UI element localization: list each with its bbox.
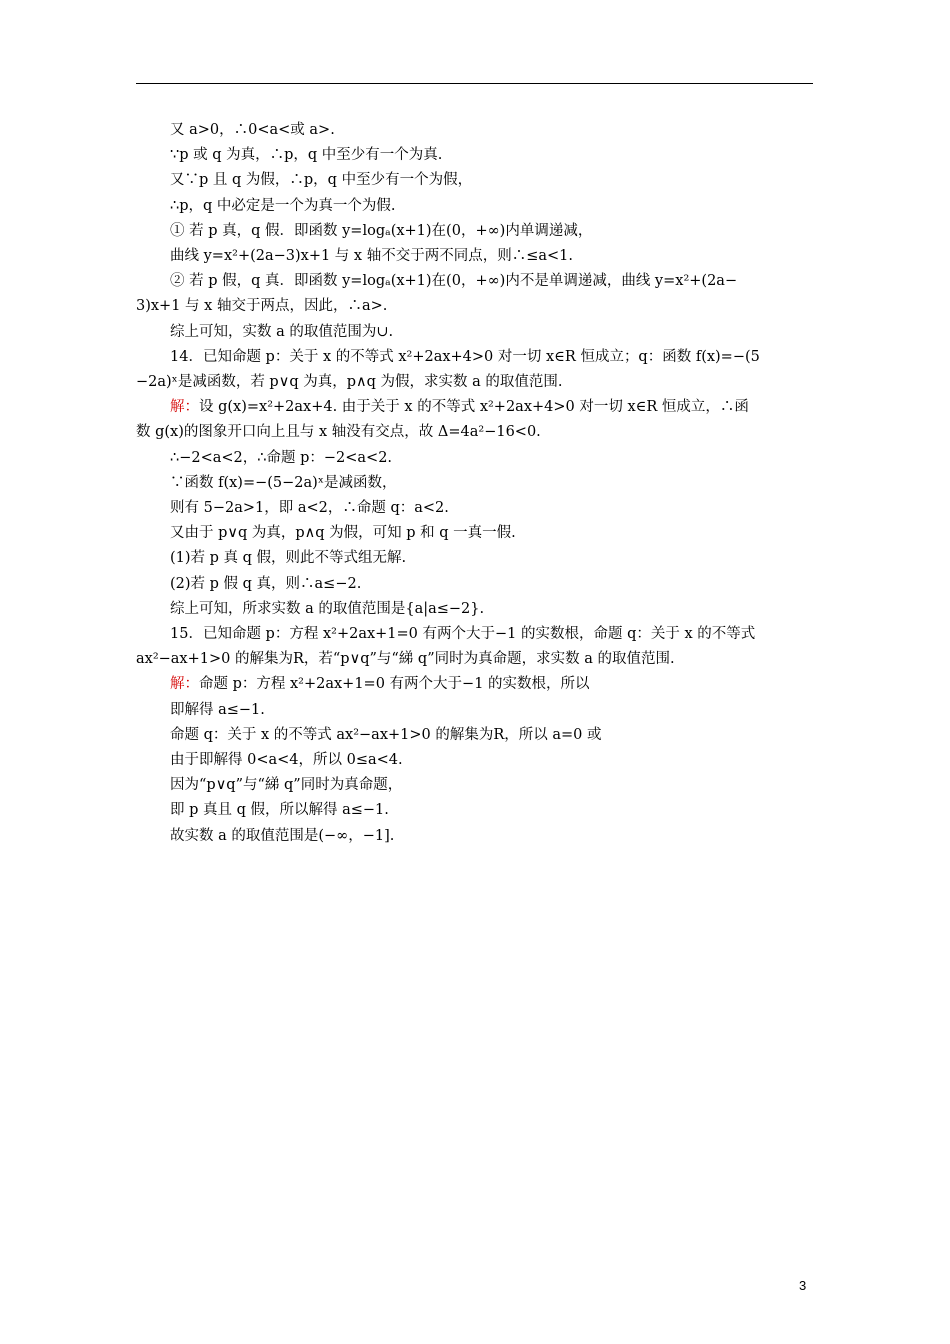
page-number: 3 <box>799 1278 807 1293</box>
text-line: 因为“p∨q”与“綈 q”同时为真命题， <box>170 777 403 794</box>
problem-15-line: ax²−ax+1>0 的解集为R，若“p∨q”与“綈 q”同时为真命题，求实数 a 的取值范围. <box>136 651 675 668</box>
text-line: 则有 5−2a>1，即 a<2，∴命题 q：a<2. <box>170 500 449 517</box>
text-line: ∴−2<a<2，∴命题 p：−2<a<2. <box>170 449 393 466</box>
text-line: 又 a>0，∴0<a<或 a>. <box>170 122 335 138</box>
text-line: 数 g(x)的图象开口向上且与 x 轴没有交点，故 Δ=4a²−16<0. <box>136 424 541 441</box>
text-line: 故实数 a 的取值范围是(−∞，−1]. <box>170 827 395 844</box>
text-line: 3)x+1 与 x 轴交于两点，因此，∴a>. <box>136 298 388 315</box>
text-line: 综上可知，所求实数 a 的取值范围是{a|a≤−2}. <box>170 600 485 617</box>
text-line: 即解得 a≤−1. <box>170 701 265 718</box>
problem-15-line: 15．已知命题 p：方程 x²+2ax+1=0 有两个大于−1 的实数根，命题 q：关于 x 的不等式 <box>170 626 756 643</box>
solution-label: 解： <box>170 676 199 693</box>
solution-line <box>136 672 813 697</box>
problem-14-line: 14．已知命题 p：关于 x 的不等式 x²+2ax+4>0 对一切 x∈R 恒成立；q：函数 f(x)=−(5 <box>170 348 760 365</box>
text-line: 由于即解得 0<a<4，所以 0≤a<4. <box>170 752 403 769</box>
text-line: 曲线 y=x²+(2a−3)x+1 与 x 轴不交于两不同点，则∴≤a<1. <box>170 248 573 265</box>
text-line: 命题 p：方程 x²+2ax+1=0 有两个大于−1 的实数根，所以 <box>199 676 590 693</box>
text-line: 综上可知，实数 a 的取值范围为∪. <box>170 323 394 340</box>
text-line: ∵p 或 q 为真，∴p，q 中至少有一个为真. <box>170 147 443 164</box>
solution-label: 解： <box>170 399 199 416</box>
solution-line <box>136 395 813 420</box>
text-line: 又由于 p∨q 为真，p∧q 为假，可知 p 和 q 一真一假. <box>170 525 516 542</box>
text-line: ∴p，q 中必定是一个为真一个为假. <box>170 197 396 214</box>
header-rule <box>136 83 813 84</box>
text-line: ∵函数 f(x)=−(5−2a)ˣ是减函数， <box>170 474 397 491</box>
text-line: 即 p 真且 q 假，所以解得 a≤−1. <box>170 802 389 819</box>
text-line: ① 若 p 真，q 假．即函数 y=logₐ(x+1)在(0，+∞)内单调递减， <box>170 222 593 239</box>
text-line: ② 若 p 假，q 真．即函数 y=logₐ(x+1)在(0，+∞)内不是单调递减，曲线 y=x²+(2a− <box>170 273 738 290</box>
document-body <box>136 118 813 849</box>
text-line: 命题 q：关于 x 的不等式 ax²−ax+1>0 的解集为R，所以 a=0 或 <box>170 726 602 743</box>
problem-14-line: −2a)ˣ是减函数，若 p∨q 为真，p∧q 为假，求实数 a 的取值范围. <box>136 374 563 391</box>
text-line: 又∵p 且 q 为假，∴p，q 中至少有一个为假， <box>170 172 473 189</box>
text-line: 设 g(x)=x²+2ax+4. 由于关于 x 的不等式 x²+2ax+4>0 对一切 x∈R 恒成立，∴函 <box>199 399 749 416</box>
text-line: (2)若 p 假 q 真，则∴a≤−2. <box>170 575 362 592</box>
text-line: (1)若 p 真 q 假，则此不等式组无解. <box>170 550 407 567</box>
